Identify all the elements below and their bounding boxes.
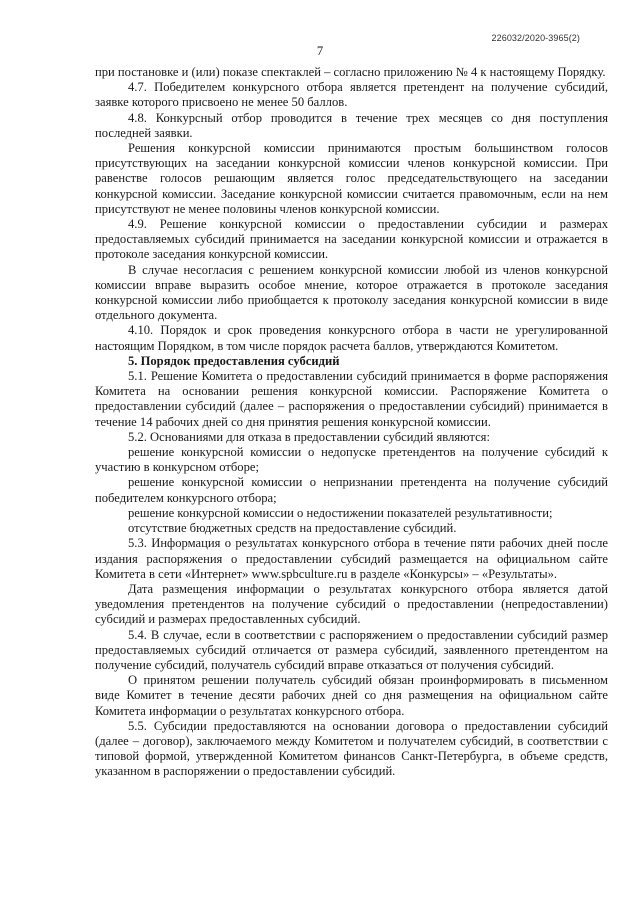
document-id: 226032/2020-3965(2) <box>491 33 580 43</box>
paragraph: 5.2. Основаниями для отказа в предоставлении субсидий являются: <box>128 429 490 444</box>
paragraph: 4.10. Порядок и срок проведения конкурсного отбора в части не урегулированной настоящим Порядком, в том числе порядок расчета баллов, утверждаются Комитетом. <box>95 323 608 353</box>
paragraph: О принятом решении получатель субсидий обязан проинформировать в письменном виде Комитет в течение десяти рабочих дней со дня размещения на официальном сайте Комитета информации о результатах конкурсного отбора. <box>95 673 608 718</box>
paragraph: 5.3. Информация о результатах конкурсного отбора в течение пяти рабочих дней после издания распоряжения о предоставлении субсидий размещается на официальном сайте Комитета в сети «Интернет» www.spbculture.ru в разделе «Конкурсы» – «Результаты». <box>95 536 608 581</box>
paragraph: Дата размещения информации о результатах конкурсного отбора является датой уведомления претендентов на получение субсидий о предоставлении (непредоставлении) субсидий и размерах предоставленных субсидий. <box>95 581 608 627</box>
paragraph: 5.5. Субсидии предоставляются на основании договора о предоставлении субсидий (далее – договор), заключаемого между Комитетом и получателем субсидий, в соответствии с типовой формой, утвержденной Комитетом финансов Санкт-Петербурга, в объеме средств, указанном в распоряжении о предоставлении субсидий. <box>95 718 608 779</box>
paragraph: 4.9. Решение конкурсной комиссии о предоставлении субсидии и размерах предоставляемых субсидий принимается на заседании конкурсной комиссии и отражается в протоколе заседания конкурсной комиссии. <box>95 217 608 262</box>
paragraphs-after <box>95 369 608 779</box>
paragraph: Решения конкурсной комиссии принимаются простым большинством голосов присутствующих на заседании конкурсной комиссии членов конкурсной комиссии. При равенстве голосов решающим является голос председательствующего на заседании конкурсной комиссии. Заседание конкурсной комиссии считается правомочным, если на нем присутствуют не менее половины членов конкурсной комиссии. <box>95 141 608 216</box>
document-body <box>95 65 608 780</box>
paragraph: решение конкурсной комиссии о недостижении показателей результативности; <box>128 505 553 520</box>
paragraph: при постановке и (или) показе спектаклей – согласно приложению № 4 к настоящему Порядку. <box>95 65 606 79</box>
paragraph: 5.1. Решение Комитета о предоставлении субсидий принимается в форме распоряжения Комитета на основании решения конкурсной комиссии. Распоряжение Комитета о предоставлении субсидий (далее – распоряжения о предоставлении субсидий) принимается в течение 14 рабочих дней со дня принятия решения конкурсной комиссии. <box>95 369 608 429</box>
paragraph: решение конкурсной комиссии о непризнании претендента на получение субсидий победителем конкурсного отбора; <box>95 475 608 505</box>
section-heading: 5. Порядок предоставления субсидий <box>128 353 340 368</box>
paragraph: 5.4. В случае, если в соответствии с распоряжением о предоставлении субсидий размер предоставляемых субсидий отличается от размера субсидий, заявленного претендентом на получение субсидий, получатель субсидий вправе отказаться от получения субсидий. <box>95 627 608 672</box>
paragraph: решение конкурсной комиссии о недопуске претендентов на получение субсидий к участию в конкурсном отборе; <box>95 445 608 475</box>
page-number: 7 <box>316 44 324 58</box>
paragraph: 4.8. Конкурсный отбор проводится в течение трех месяцев со дня поступления последней заявки. <box>95 110 608 140</box>
paragraph: отсутствие бюджетных средств на предоставление субсидий. <box>128 521 457 536</box>
paragraph: 4.7. Победителем конкурсного отбора является претендент на получение субсидий, заявке которого присвоено не менее 50 баллов. <box>95 80 608 110</box>
paragraph: В случае несогласия с решением конкурсной комиссии любой из членов конкурсной комиссии вправе выразить особое мнение, которое отражается в протоколе заседания конкурсной комиссии либо приобщается к протоколу заседания конкурсной комиссии в виде отдельного документа. <box>95 262 608 323</box>
paragraphs-before <box>95 65 608 354</box>
